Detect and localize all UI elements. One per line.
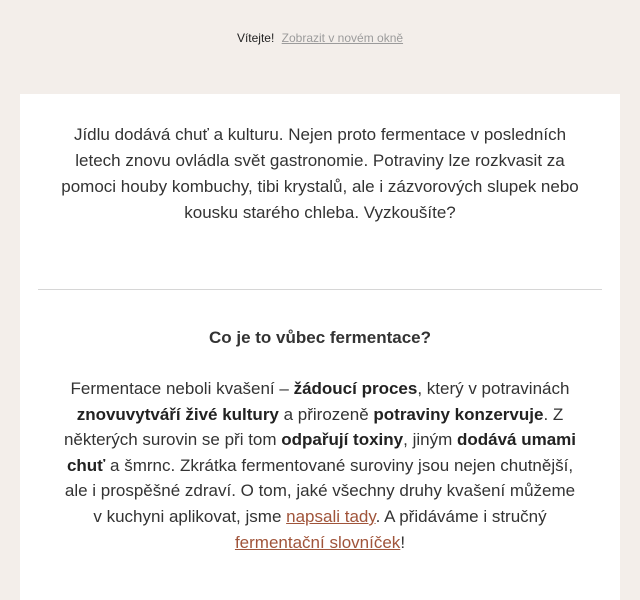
bold-segment: znovuvytváří živé kultury — [76, 404, 279, 424]
glossary-link[interactable]: fermentační slovníček — [234, 532, 401, 552]
text-segment: ! — [400, 532, 406, 552]
intro-paragraph: Jídlu dodává chuť a kulturu. Nejen proto fermentace v posledních letech znovu ovládla svět gastronomie. Potraviny lze rozkvasit za pomoci houby kombuchy, tibi krystalů, ale i zázvorových slupek nebo kousku starého chleba. Vyzkoušíte? — [61, 125, 579, 222]
section-title: Co je to vůbec fermentace? — [208, 328, 431, 347]
bold-segment: žádoucí proces — [293, 379, 418, 398]
view-in-browser-link[interactable]: Zobrazit v novém okně — [281, 31, 404, 45]
text-segment: . A přidáváme i stručný — [375, 506, 547, 526]
bold-segment: potraviny konzervuje — [373, 404, 544, 424]
text-segment: Fermentace neboli kvašení – — [70, 379, 294, 398]
email-content-card — [20, 94, 620, 600]
text-segment: , jiným — [403, 430, 457, 450]
bold-segment: odpařují toxiny — [281, 430, 404, 450]
text-segment: . Z některých surovin se při tom — [63, 404, 564, 450]
article-link[interactable]: napsali tady — [286, 506, 376, 526]
text-segment: a přirozeně — [278, 404, 374, 424]
preheader — [0, 0, 640, 76]
text-segment: a šmrnc. Zkrátka fermentované suroviny jsou nejen chutnější, ale i prospěšné zdraví. O tom, jaké všechny druhy kvašení můžeme v kuchyni aplikovat, jsme — [64, 455, 576, 526]
section-divider — [38, 289, 602, 290]
greeting-text: Vítejte! — [236, 31, 275, 45]
fermentation-paragraph — [60, 376, 580, 555]
text-segment: , který v potravinách — [417, 379, 570, 398]
bold-segment: dodává umami chuť — [66, 430, 577, 475]
